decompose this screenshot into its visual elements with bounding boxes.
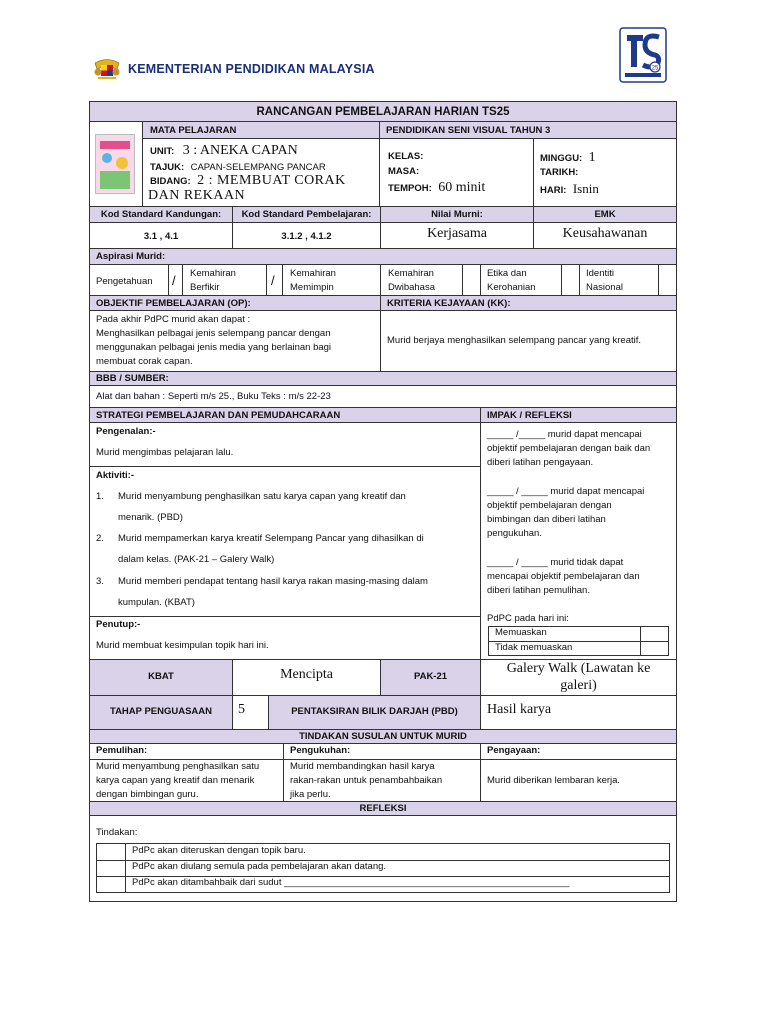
sk-label: Kod Standard Kandungan: xyxy=(100,209,222,220)
subject-value: PENDIDIKAN SENI VISUAL TAHUN 3 xyxy=(386,125,551,136)
aktiviti-num-3: 3. xyxy=(96,576,104,587)
ts25-logo-number: 25 xyxy=(651,65,659,72)
refleksi-check-3[interactable] xyxy=(98,877,122,890)
tindakan-label: TINDAKAN SUSULAN UNTUK MURID xyxy=(90,730,676,744)
objektif-line-3: menggunakan pelbagai jenis media yang berlainan bagi xyxy=(96,342,332,353)
minggu-row xyxy=(540,148,596,166)
pengukuhan-line-2: rakan-rakan untuk penambahbaikan xyxy=(290,775,443,786)
tajuk-value: CAPAN-SELEMPANG PANCAR xyxy=(190,162,326,173)
pengenalan-text: Murid mengimbas pelajaran lalu. xyxy=(96,447,234,458)
objektif-line-2: Menghasilkan pelbagai jenis selempang pancar dengan xyxy=(96,328,331,339)
aspirasi-item-dwibahasa: Kemahiran Dwibahasa xyxy=(388,268,435,293)
pemulihan-label: Pemulihan: xyxy=(96,745,148,756)
impak-1-line-2: objektif pembelajaran dengan baik dan xyxy=(487,443,651,454)
impak-3-line-3: diberi latihan pemulihan. xyxy=(487,585,590,596)
aspirasi-item-identiti: Identiti Nasional xyxy=(586,268,623,293)
objektif-line-4: membuat corak capan. xyxy=(96,356,193,367)
tempoh-value: 60 minit xyxy=(438,180,486,195)
aspirasi-mark-pengetahuan: / xyxy=(172,273,176,288)
aspirasi-section xyxy=(90,249,676,296)
nilai-label: Nilai Murni: xyxy=(431,209,483,220)
impak-1-line-3: diberi latihan pengayaan. xyxy=(487,457,594,468)
aktiviti-label: Aktiviti:- xyxy=(96,470,134,481)
emk-value: Keusahawanan xyxy=(562,226,648,241)
bbb-label: BBB / SUMBER: xyxy=(96,373,169,384)
hari-label: HARI: xyxy=(540,185,567,196)
pengayaan-text: Murid diberikan lembaran kerja. xyxy=(487,775,621,786)
minggu-value: 1 xyxy=(588,150,596,165)
refleksi-check-1[interactable] xyxy=(98,845,122,858)
pbd-value: Hasil karya xyxy=(487,702,552,717)
pdpc-option-memuaskan: Memuaskan xyxy=(495,627,547,638)
standards-section xyxy=(90,207,676,249)
strategi-section xyxy=(90,408,676,660)
refleksi-tindakan-label: Tindakan: xyxy=(96,827,138,838)
impak-3-line-1: _____ / _____ murid tidak dapat xyxy=(487,557,624,568)
kk-label: KRITERIA KEJAYAAN (KK): xyxy=(387,298,511,309)
pdpc-label: PdPC pada hari ini: xyxy=(487,613,569,624)
pdpc-check-memuaskan[interactable] xyxy=(639,627,668,640)
refleksi-label: REFLEKSI xyxy=(90,802,676,816)
pak21-value-2: galeri) xyxy=(560,678,597,693)
pengukuhan-line-3: jika perlu. xyxy=(290,789,331,800)
objektif-label: OBJEKTIF PEMBELAJARAN (OP): xyxy=(96,298,251,309)
impak-2-line-2: objektif pembelajaran dengan xyxy=(487,500,612,511)
unit-value: 3 : ANEKA CAPAN xyxy=(182,143,298,158)
minggu-label: MINGGU: xyxy=(540,153,583,164)
aktiviti-1-line-1: Murid menyambung penghasilkan satu karya capan yang kreatif dan xyxy=(118,491,406,502)
bidang-label: BIDANG: xyxy=(150,176,191,187)
penutup-text: Murid membuat kesimpulan topik hari ini. xyxy=(96,640,269,651)
pemulihan-line-1: Murid menyambung penghasilkan satu xyxy=(96,761,260,772)
hari-value: Isnin xyxy=(572,181,599,196)
bbb-section xyxy=(90,372,676,408)
kbat-section xyxy=(90,660,676,730)
mata-pelajaran-label: MATA PELAJARAN xyxy=(150,125,237,136)
bidang-value-2: DAN REKAAN xyxy=(148,188,246,203)
objektif-section xyxy=(90,296,676,372)
unit-label: UNIT: xyxy=(150,146,175,157)
penutup-label: Penutup:- xyxy=(96,619,141,630)
refleksi-option-3: PdPc akan ditambahbaik dari sudut ______________________________________________________ xyxy=(132,877,570,888)
hari-row xyxy=(540,180,599,198)
aktiviti-3-line-1: Murid memberi pendapat tentang hasil karya rakan masing-masing dalam xyxy=(118,576,428,587)
aktiviti-3-line-2: kumpulan. (KBAT) xyxy=(118,597,195,608)
aktiviti-2-line-2: dalam kelas. (PAK-21 – Galery Walk) xyxy=(118,554,275,565)
ts25-logo-icon xyxy=(619,27,667,83)
aspirasi-item-pengetahuan: Pengetahuan xyxy=(96,276,153,287)
refleksi-option-1: PdPc akan diteruskan dengan topik baru. xyxy=(132,845,306,856)
ministry-name: KEMENTERIAN PENDIDIKAN MALAYSIA xyxy=(128,62,375,76)
aspirasi-item-etika: Etika dan Kerohanian xyxy=(487,268,536,293)
pdpc-option-tidak-memuaskan: Tidak memuaskan xyxy=(495,642,573,653)
pengenalan-label: Pengenalan:- xyxy=(96,426,156,437)
tahap-value: 5 xyxy=(238,702,245,717)
page-header xyxy=(0,0,768,100)
malaysia-crest-icon xyxy=(92,55,122,81)
pemulihan-line-2: karya capan yang kreatif dan menarik xyxy=(96,775,255,786)
book-cover-icon xyxy=(95,134,135,194)
pengukuhan-label: Pengukuhan: xyxy=(290,745,351,756)
tajuk-label: TAJUK: xyxy=(150,162,185,173)
pengukuhan-line-1: Murid membandingkan hasil karya xyxy=(290,761,435,772)
impak-2-line-1: _____ / _____ murid dapat mencapai xyxy=(487,486,645,497)
bbb-text: Alat dan bahan : Seperti m/s 25., Buku Teks : m/s 22-23 xyxy=(96,391,331,402)
sp-label: Kod Standard Pembelajaran: xyxy=(241,209,372,220)
kbat-value: Mencipta xyxy=(280,667,333,682)
impak-2-line-3: bimbingan dan diberi latihan xyxy=(487,514,606,525)
pak21-value-1: Galery Walk (Lawatan ke xyxy=(506,661,651,676)
aktiviti-2-line-1: Murid mempamerkan karya kreatif Selempang Pancar yang dihasilkan di xyxy=(118,533,424,544)
tempoh-label: TEMPOH: xyxy=(388,183,432,194)
pengayaan-label: Pengayaan: xyxy=(487,745,541,756)
impak-2-line-4: pengukuhan. xyxy=(487,528,542,539)
pbd-label: PENTAKSIRAN BILIK DARJAH (PBD) xyxy=(291,706,458,717)
tarikh-label: TARIKH: xyxy=(540,167,579,178)
bidang-value-1: 2 : MEMBUAT CORAK xyxy=(197,173,346,188)
aktiviti-num-1: 1. xyxy=(96,491,104,502)
refleksi-check-2[interactable] xyxy=(98,861,122,874)
aktiviti-1-line-2: menarik. (PBD) xyxy=(118,512,183,523)
page-title: RANCANGAN PEMBELAJARAN HARIAN TS25 xyxy=(90,102,676,122)
aspirasi-mark-berfikir: / xyxy=(271,273,275,288)
sp-value: 3.1.2 , 4.1.2 xyxy=(281,231,332,242)
kbat-label: KBAT xyxy=(148,671,174,682)
impak-1-line-1: _____ /_____ murid dapat mencapai xyxy=(487,429,642,440)
nilai-value: Kerjasama xyxy=(427,226,487,241)
kk-text: Murid berjaya menghasilkan selempang pancar yang kreatif. xyxy=(387,335,641,346)
tindakan-section xyxy=(90,730,676,802)
emk-label: EMK xyxy=(594,209,616,220)
refleksi-option-2: PdPc akan diulang semula pada pembelajaran akan datang. xyxy=(132,861,387,872)
aspirasi-item-memimpin: Kemahiran Memimpin xyxy=(290,268,336,293)
aktiviti-num-2: 2. xyxy=(96,533,104,544)
pak21-label: PAK-21 xyxy=(413,671,448,682)
objektif-line-1: Pada akhir PdPC murid akan dapat : xyxy=(96,314,251,325)
tahap-label: TAHAP PENGUASAAN xyxy=(109,706,213,717)
tempoh-row xyxy=(388,178,485,196)
refleksi-section xyxy=(90,802,676,901)
lesson-plan-sheet xyxy=(89,101,677,902)
sk-value: 3.1 , 4.1 xyxy=(143,231,179,242)
strategi-label: STRATEGI PEMBELAJARAN DAN PEMUDAHCARAAN xyxy=(96,410,341,421)
pdpc-check-tidak-memuaskan[interactable] xyxy=(639,641,668,654)
kelas-label: KELAS: xyxy=(388,151,424,162)
pemulihan-line-3: dengan bimbingan guru. xyxy=(96,789,199,800)
aspirasi-item-berfikir: Kemahiran Berfikir xyxy=(190,268,236,293)
subject-section xyxy=(90,122,676,207)
impak-label: IMPAK / REFLEKSI xyxy=(487,410,572,421)
aspirasi-label: Aspirasi Murid: xyxy=(96,251,166,262)
masa-label: MASA: xyxy=(388,166,420,177)
impak-3-line-2: mencapai objektif pembelajaran dan xyxy=(487,571,640,582)
bidang-row xyxy=(150,171,346,189)
